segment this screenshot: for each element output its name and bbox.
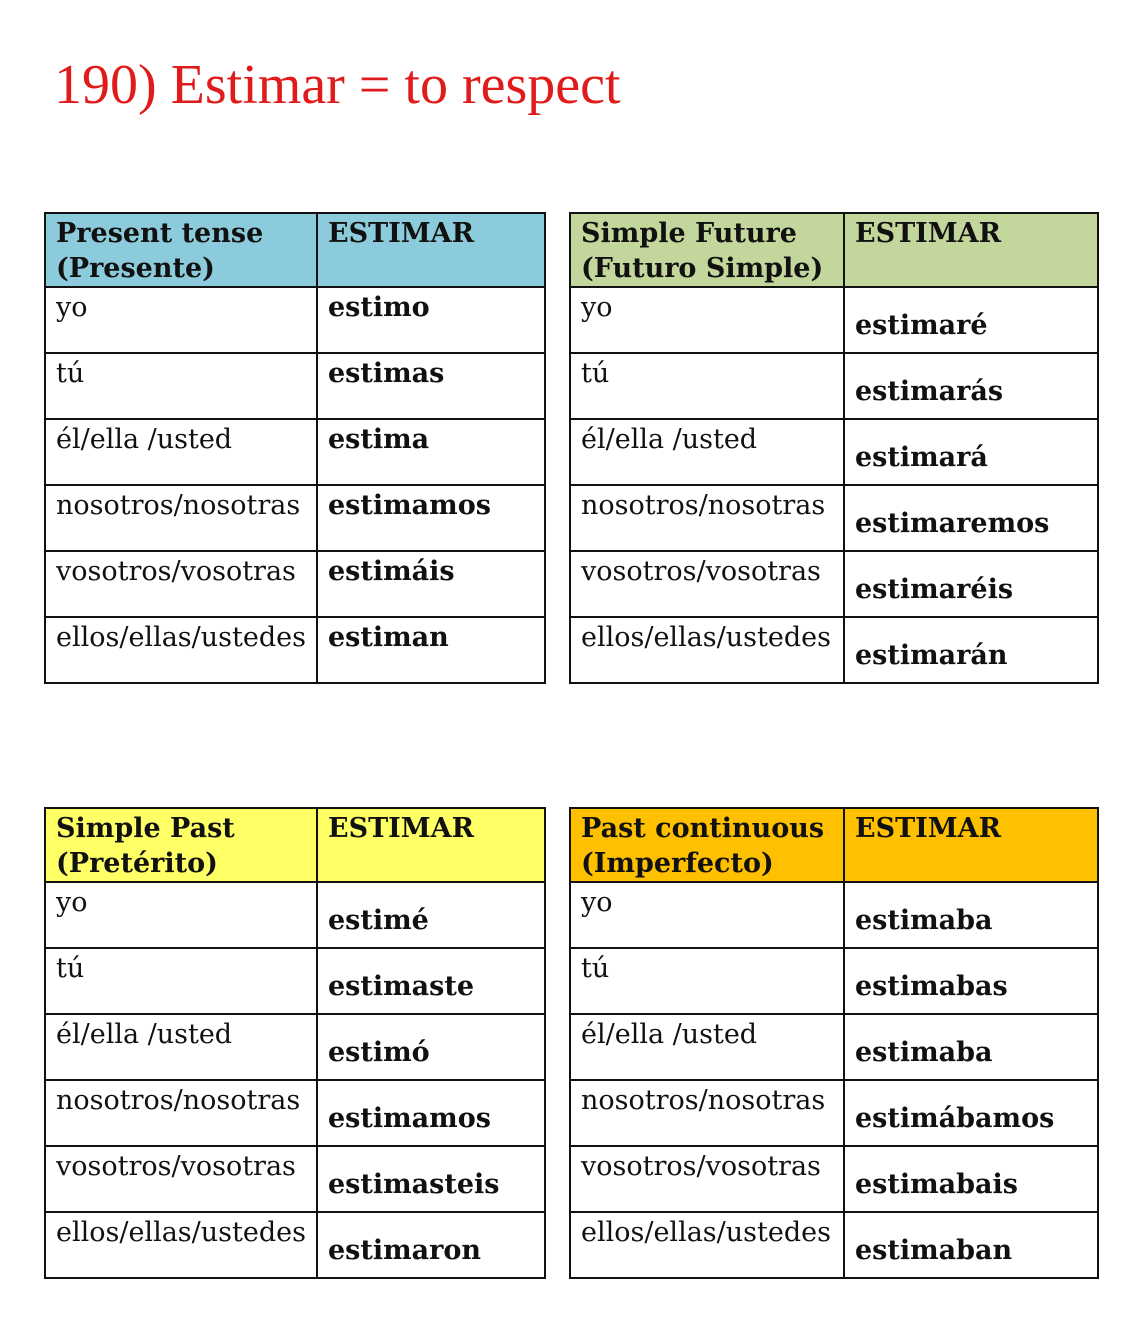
- table-row: [570, 419, 1098, 485]
- table-row: [45, 617, 545, 683]
- present-tense-table: [44, 212, 546, 684]
- pronoun-cell: yo: [570, 882, 844, 948]
- table-row: [45, 882, 545, 948]
- tense-spanish-name: (Pretérito): [56, 848, 218, 879]
- conjugation-cell: estimaremos: [844, 485, 1098, 551]
- conjugation-cell: estima: [317, 419, 545, 485]
- pronoun-cell: nosotros/nosotras: [570, 485, 844, 551]
- pronoun-cell: él/ella /usted: [45, 419, 317, 485]
- pronoun-cell: yo: [45, 287, 317, 353]
- tense-spanish-name: (Presente): [56, 253, 215, 284]
- conjugation-cell: estimamos: [317, 1080, 545, 1146]
- tense-name: Past continuous: [581, 813, 825, 844]
- table-row: [570, 1080, 1098, 1146]
- pronoun-cell: ellos/ellas/ustedes: [570, 617, 844, 683]
- conjugation-cell: estimó: [317, 1014, 545, 1080]
- pronoun-cell: él/ella /usted: [570, 1014, 844, 1080]
- tense-name: Present tense: [56, 218, 264, 249]
- conjugation-cell: estimaréis: [844, 551, 1098, 617]
- conjugation-cell: estimabas: [844, 948, 1098, 1014]
- table-row: [570, 1014, 1098, 1080]
- pronoun-cell: vosotros/vosotras: [570, 551, 844, 617]
- pronoun-cell: tú: [570, 353, 844, 419]
- table-row: [45, 485, 545, 551]
- conjugation-cell: estimaron: [317, 1212, 545, 1278]
- present-tense-label: [45, 213, 317, 287]
- table-row: [570, 882, 1098, 948]
- table-row: [45, 1014, 545, 1080]
- conjugation-cell: estimarán: [844, 617, 1098, 683]
- tense-name: Simple Past: [56, 813, 235, 844]
- future-tense-label: [570, 213, 844, 287]
- preterite-tense-table: [44, 807, 546, 1279]
- conjugation-cell: estimaba: [844, 1014, 1098, 1080]
- conjugation-cell: estimaste: [317, 948, 545, 1014]
- table-row: [570, 353, 1098, 419]
- pronoun-cell: ellos/ellas/ustedes: [570, 1212, 844, 1278]
- conjugation-cell: estimé: [317, 882, 545, 948]
- pronoun-cell: nosotros/nosotras: [570, 1080, 844, 1146]
- pronoun-cell: vosotros/vosotras: [45, 551, 317, 617]
- table-row: [570, 287, 1098, 353]
- table-row: [45, 353, 545, 419]
- table-row: [45, 551, 545, 617]
- imperfect-tense-table: [569, 807, 1099, 1279]
- pronoun-cell: vosotros/vosotras: [570, 1146, 844, 1212]
- table-row: [570, 1146, 1098, 1212]
- conjugation-cell: estimáis: [317, 551, 545, 617]
- table-row: [45, 1080, 545, 1146]
- conjugation-cell: estimasteis: [317, 1146, 545, 1212]
- pronoun-cell: tú: [45, 948, 317, 1014]
- table-row: [45, 1146, 545, 1212]
- present-header-row: [45, 213, 545, 287]
- preterite-verb-header: ESTIMAR: [317, 808, 545, 882]
- preterite-header-row: [45, 808, 545, 882]
- imperfect-verb-header: ESTIMAR: [844, 808, 1098, 882]
- pronoun-cell: tú: [45, 353, 317, 419]
- table-row: [45, 287, 545, 353]
- imperfect-header-row: [570, 808, 1098, 882]
- table-row: [570, 1212, 1098, 1278]
- table-row: [570, 485, 1098, 551]
- conjugation-cell: estiman: [317, 617, 545, 683]
- present-verb-header: ESTIMAR: [317, 213, 545, 287]
- table-row: [45, 948, 545, 1014]
- conjugation-cell: estimarás: [844, 353, 1098, 419]
- conjugation-cell: estimaban: [844, 1212, 1098, 1278]
- conjugation-cell: estimo: [317, 287, 545, 353]
- preterite-tense-label: [45, 808, 317, 882]
- tense-spanish-name: (Imperfecto): [581, 848, 774, 879]
- conjugation-cell: estimaré: [844, 287, 1098, 353]
- pronoun-cell: vosotros/vosotras: [45, 1146, 317, 1212]
- conjugation-cell: estimará: [844, 419, 1098, 485]
- pronoun-cell: ellos/ellas/ustedes: [45, 617, 317, 683]
- pronoun-cell: nosotros/nosotras: [45, 485, 317, 551]
- conjugation-cell: estimábamos: [844, 1080, 1098, 1146]
- conjugation-cell: estimas: [317, 353, 545, 419]
- page-title: 190) Estimar = to respect: [54, 54, 621, 116]
- pronoun-cell: él/ella /usted: [570, 419, 844, 485]
- table-row: [45, 1212, 545, 1278]
- future-verb-header: ESTIMAR: [844, 213, 1098, 287]
- conjugation-cell: estimamos: [317, 485, 545, 551]
- pronoun-cell: yo: [570, 287, 844, 353]
- table-row: [570, 551, 1098, 617]
- table-row: [45, 419, 545, 485]
- table-row: [570, 948, 1098, 1014]
- pronoun-cell: él/ella /usted: [45, 1014, 317, 1080]
- imperfect-tense-label: [570, 808, 844, 882]
- conjugation-cell: estimabais: [844, 1146, 1098, 1212]
- future-tense-table: [569, 212, 1099, 684]
- table-row: [570, 617, 1098, 683]
- conjugation-cell: estimaba: [844, 882, 1098, 948]
- pronoun-cell: nosotros/nosotras: [45, 1080, 317, 1146]
- pronoun-cell: yo: [45, 882, 317, 948]
- pronoun-cell: tú: [570, 948, 844, 1014]
- tense-name: Simple Future: [581, 218, 797, 249]
- pronoun-cell: ellos/ellas/ustedes: [45, 1212, 317, 1278]
- future-header-row: [570, 213, 1098, 287]
- tense-spanish-name: (Futuro Simple): [581, 253, 824, 284]
